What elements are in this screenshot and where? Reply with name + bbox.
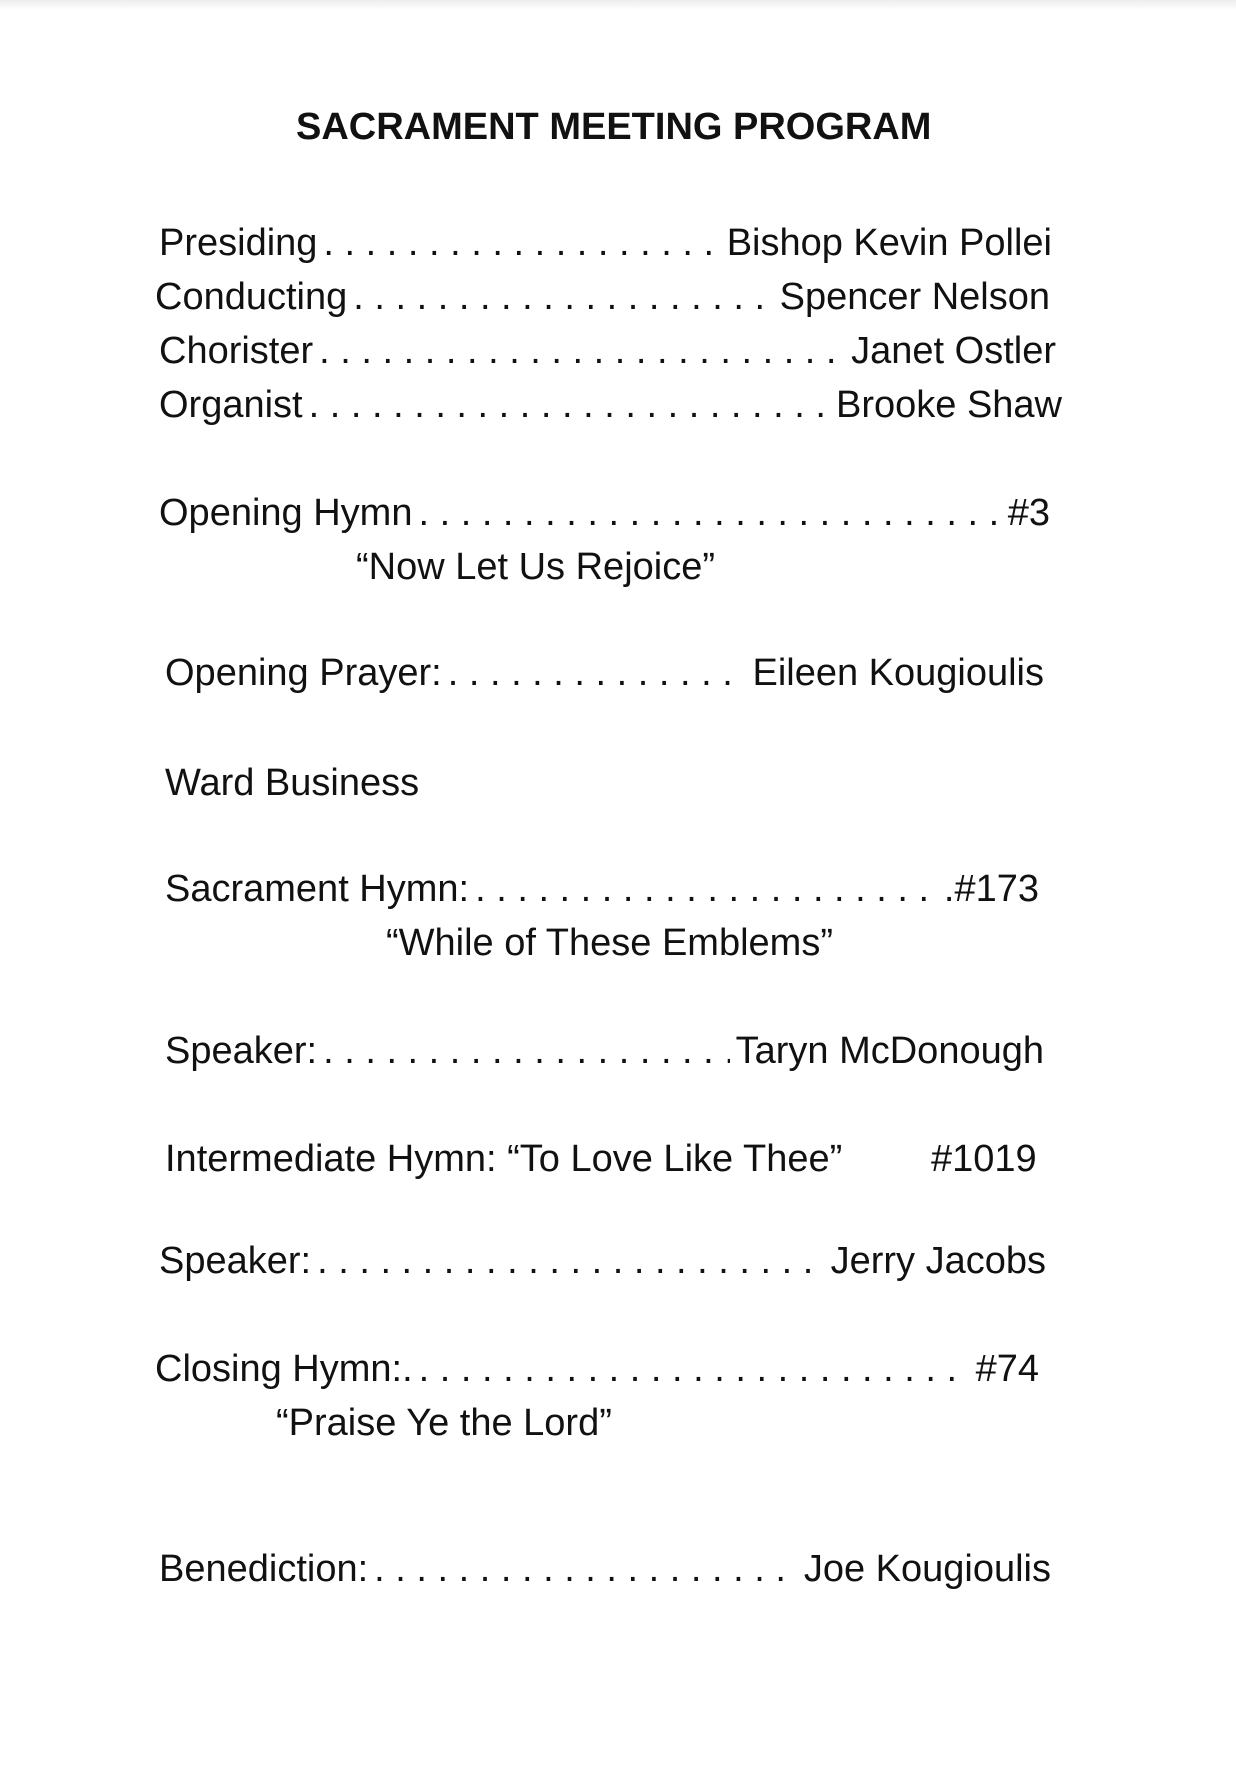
closing-hymn-label: Closing Hymn:. [155, 1348, 413, 1390]
benediction-row [159, 1542, 1051, 1596]
officer-row-presiding [159, 216, 1052, 270]
sacrament-hymn-number: .#173 [943, 868, 1039, 910]
dot-leader [309, 378, 830, 432]
opening-hymn-title: “Now Let Us Rejoice” [356, 546, 715, 588]
dot-leader [418, 486, 1001, 540]
dot-leader [319, 324, 845, 378]
benediction-name: Joe Kougioulis [803, 1548, 1051, 1590]
opening-hymn-number: #3 [1007, 492, 1050, 534]
opening-hymn-row [159, 486, 1050, 540]
dot-leader [448, 646, 747, 700]
officer-role: Presiding [159, 222, 318, 264]
sacrament-hymn-label: Sacrament Hymn: [165, 868, 470, 910]
officer-name: Bishop Kevin Pollei [726, 222, 1052, 264]
ward-business: Ward Business [165, 762, 420, 804]
speaker-label: Speaker: [165, 1030, 318, 1072]
dot-leader [317, 1234, 825, 1288]
dot-leader [323, 216, 720, 270]
closing-hymn-number: #74 [975, 1348, 1039, 1390]
officer-name: Janet Ostler [851, 330, 1056, 372]
closing-hymn-title: “Praise Ye the Lord” [276, 1402, 612, 1444]
officer-name: Spencer Nelson [779, 276, 1050, 318]
dot-leader [475, 862, 938, 916]
officer-row-chorister [159, 324, 1056, 378]
benediction-label: Benediction: [159, 1548, 369, 1590]
sacrament-hymn-title: “While of These Emblems” [386, 922, 833, 964]
officer-role: Conducting [155, 276, 348, 318]
dot-leader [353, 270, 773, 324]
dot-leader [323, 1024, 730, 1078]
opening-prayer-label: Opening Prayer: [165, 652, 442, 694]
officer-name: Brooke Shaw [835, 384, 1062, 426]
dot-leader [374, 1542, 798, 1596]
intermediate-hymn-label: Intermediate Hymn: “To Love Like Thee” [165, 1138, 843, 1180]
page-title: SACRAMENT MEETING PROGRAM [296, 106, 932, 148]
speaker-row-2 [159, 1234, 1046, 1288]
opening-prayer-name: Eileen Kougioulis [752, 652, 1044, 694]
opening-prayer-row [165, 646, 1044, 700]
intermediate-hymn-number: #1019 [931, 1138, 1037, 1180]
sacrament-hymn-row [165, 862, 1039, 916]
speaker-label: Speaker: [159, 1240, 312, 1282]
dot-leader [419, 1342, 970, 1396]
officer-role: Organist [159, 384, 303, 426]
speaker-name: Taryn McDonough [735, 1030, 1044, 1072]
opening-hymn-label: Opening Hymn [159, 492, 413, 534]
closing-hymn-row [155, 1342, 1039, 1396]
officer-role: Chorister [159, 330, 314, 372]
speaker-row-1 [165, 1024, 1044, 1078]
speaker-name: Jerry Jacobs [830, 1240, 1046, 1282]
officer-row-organist [159, 378, 1062, 432]
officer-row-conducting [155, 270, 1050, 324]
